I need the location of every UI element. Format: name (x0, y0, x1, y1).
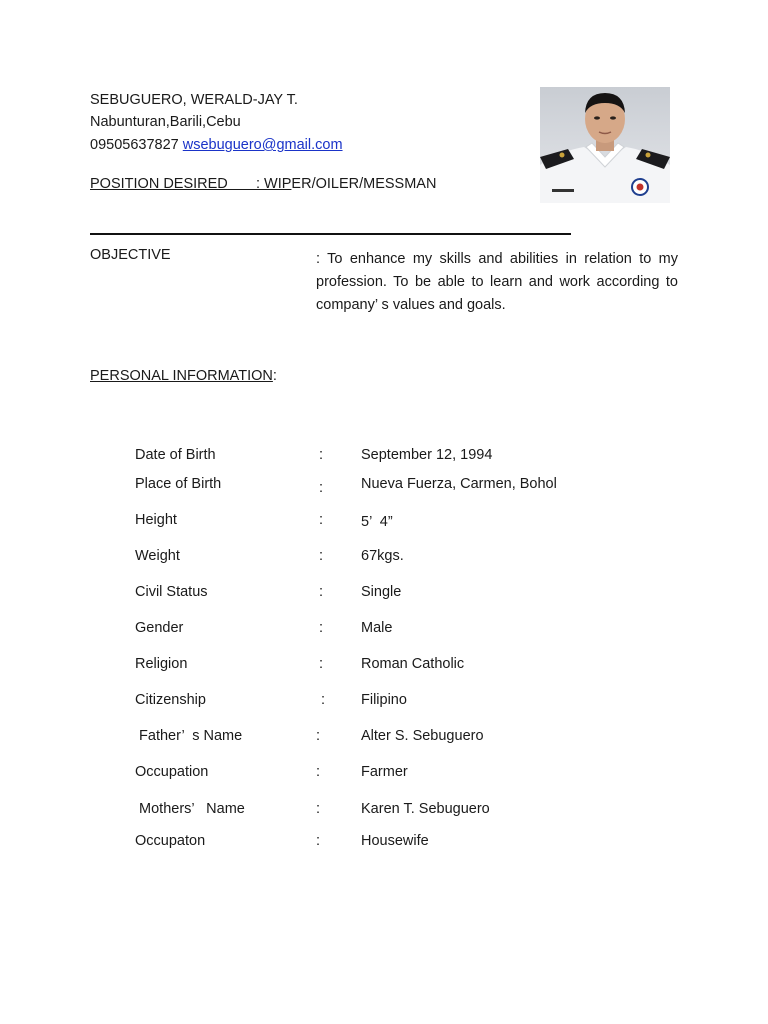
section-divider (90, 233, 571, 235)
info-colon: : (319, 548, 324, 564)
objective-label: OBJECTIVE (90, 247, 171, 263)
info-label: Occupation (135, 764, 209, 780)
position-desired (90, 175, 436, 193)
objective-text: : To enhance my skills and abilities in relation to my profession. To be able to learn and work according to company’ s values and goals. (316, 251, 678, 313)
info-label: Occupaton (135, 833, 206, 849)
info-label: Place of Birth (135, 476, 222, 492)
info-value: Farmer (361, 764, 408, 780)
info-colon: : (319, 584, 324, 600)
info-label: Height (135, 512, 177, 528)
info-colon: : (319, 512, 324, 528)
info-colon: : (319, 656, 324, 672)
email-link[interactable]: wsebuguero@gmail.com (182, 137, 343, 153)
info-colon: : (321, 692, 326, 708)
info-colon: : (316, 728, 321, 744)
info-label: Citizenship (135, 692, 206, 708)
applicant-photo (540, 87, 670, 203)
info-colon: : (316, 764, 321, 780)
info-value: 5’ 4” (361, 514, 393, 530)
info-value: September 12, 1994 (361, 447, 493, 463)
info-label: Date of Birth (135, 447, 216, 463)
phone-number: 09505637827 (90, 137, 179, 153)
applicant-address: Nabunturan,Barili,Cebu (90, 114, 241, 130)
info-value: Alter S. Sebuguero (361, 728, 484, 744)
info-value: Nueva Fuerza, Carmen, Bohol (361, 476, 557, 492)
info-label: Father’ s Name (135, 728, 243, 744)
portrait-image (540, 87, 670, 203)
personal-info-colon: : (272, 368, 277, 384)
info-value: Karen T. Sebuguero (361, 801, 490, 817)
info-colon: : (319, 480, 324, 496)
info-value: Male (361, 620, 393, 636)
contact-line (90, 136, 343, 154)
info-label: Weight (135, 548, 180, 564)
info-label: Religion (135, 656, 188, 672)
info-label: Mothers’ Name (135, 801, 245, 817)
personal-info-heading (90, 367, 277, 385)
info-value: Filipino (361, 692, 407, 708)
info-colon: : (319, 447, 324, 463)
info-label: Civil Status (135, 584, 208, 600)
personal-info-title: PERSONAL INFORMATION (90, 368, 273, 384)
info-colon: : (316, 801, 321, 817)
info-colon: : (319, 620, 324, 636)
info-value: Housewife (361, 833, 429, 849)
info-colon: : (316, 833, 321, 849)
info-label: Gender (135, 620, 184, 636)
info-value: Roman Catholic (361, 656, 465, 672)
applicant-name: SEBUGUERO, WERALD-JAY T. (90, 92, 298, 108)
position-value: ER/OILER/MESSMAN (291, 176, 437, 192)
info-value: 67kgs. (361, 548, 404, 564)
position-label: POSITION DESIRED : WIP (90, 176, 292, 192)
info-value: Single (361, 584, 402, 600)
